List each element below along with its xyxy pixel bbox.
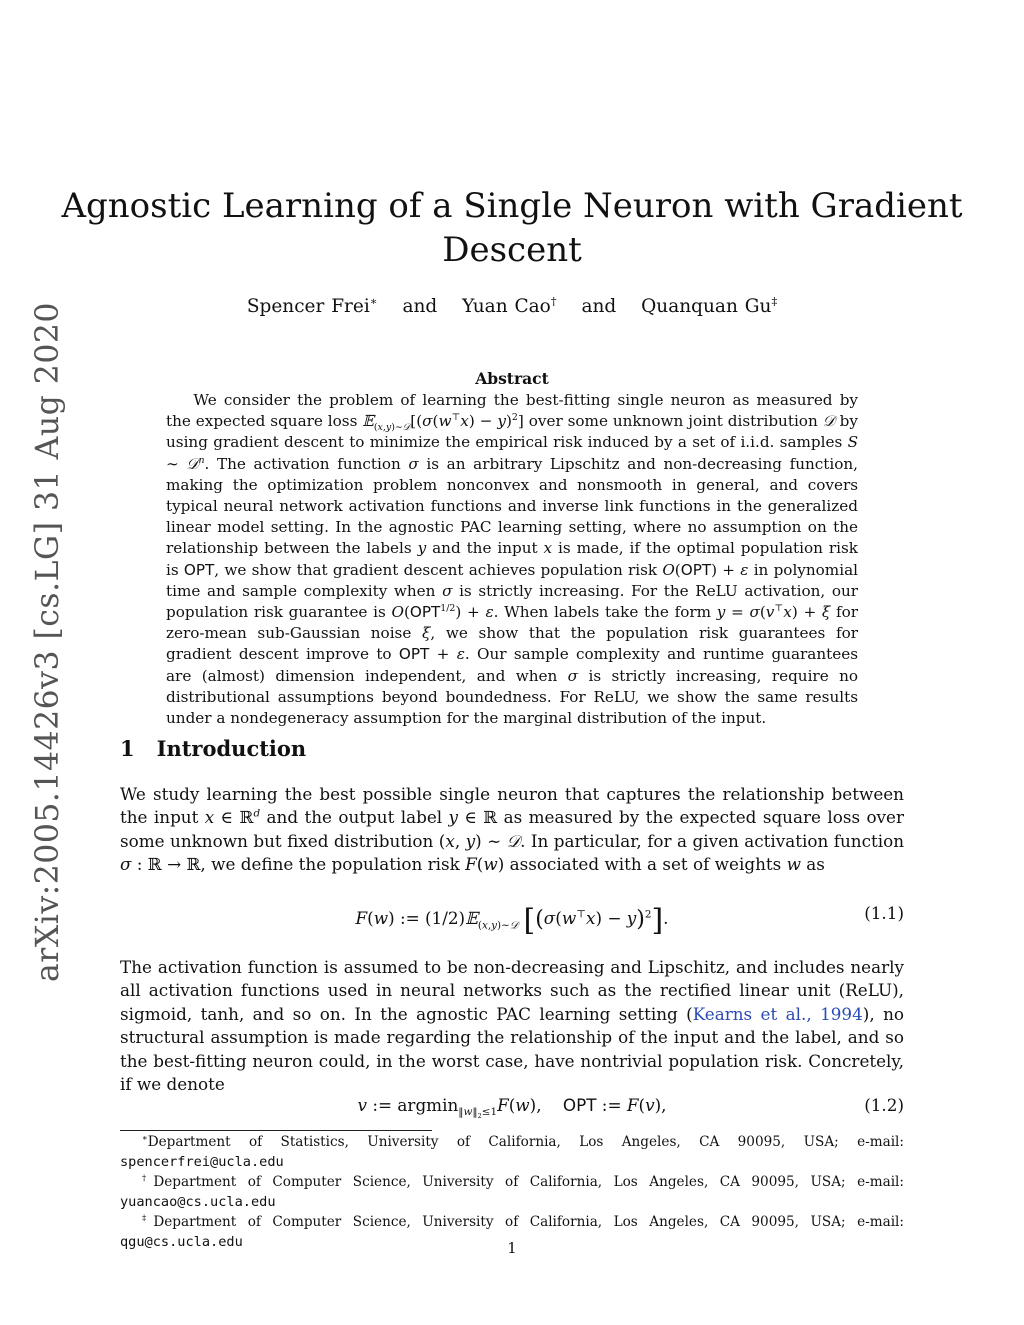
equation-body: F(w) := (1/2)𝔼$_{(x,y)\sim 𝒟}$ $[(\sigma(w^⊤x) - y)^2]$. <box>355 903 669 938</box>
arxiv-identifier: arXiv:2005.14426v3 [cs.LG] 31 Aug 2020 <box>30 302 66 982</box>
author-mark: ‡ <box>771 293 778 308</box>
author-mark: ∗ <box>369 293 378 308</box>
author-list <box>0 293 1024 317</box>
footnote-rule <box>120 1130 432 1131</box>
author-separator: and <box>581 296 617 317</box>
footnotes <box>120 1132 904 1252</box>
arxiv-side-stamp <box>18 302 78 982</box>
title-line-2: Descent <box>442 230 582 270</box>
footnote <box>120 1132 904 1172</box>
equation-number: (1.1) <box>864 903 904 923</box>
intro-paragraph-1: We study learning the best possible single neuron that captures the relationship between the input x ∈ ℝ$^d$ and the output label y ∈ ℝ as measured by the expected square loss over some unknown but fixed distribution (x, y) ∼ 𝒟. In particular, for a given activation function σ : ℝ → ℝ, we define the population risk F(w) associated with a set of weights w as <box>120 784 905 875</box>
section-heading <box>120 736 306 761</box>
author-name: Quanquan Gu <box>641 296 772 317</box>
page-number: 1 <box>507 1239 517 1257</box>
title-line-1: Agnostic Learning of a Single Neuron with Gradient <box>61 186 963 226</box>
author-name: Spencer Frei <box>246 296 370 317</box>
footnote-mark: ‡ <box>142 1212 154 1223</box>
footnote-email[interactable]: spencerfrei@ucla.edu <box>120 1154 284 1170</box>
author-name: Yuan Cao <box>462 296 551 317</box>
abstract-heading: Abstract <box>475 369 549 388</box>
footnote-email[interactable]: yuancao@cs.ucla.edu <box>120 1194 276 1210</box>
section-title: Introduction <box>156 736 307 761</box>
citation-link[interactable]: Kearns et al., 1994 <box>692 1003 863 1024</box>
author-separator: and <box>402 296 438 317</box>
author-mark: † <box>550 293 557 308</box>
footnote <box>120 1172 904 1212</box>
abstract-text: We consider the problem of learning the best-fitting single neuron as measured by the expected square loss 𝔼$_{(x,y)\sim 𝒟}$[(σ(w⊤x) − y)$^2$] over some unknown joint distribution 𝒟 by using gradient descent to minimize the empirical risk induced by a set of i.i.d. samples S ∼ 𝒟$^n$. The activation function σ is an arbitrary Lipschitz and non-decreasing function, making the optimization problem nonconvex and nonsmooth in general, and covers typical neural network activation functions and inverse link functions in the generalized linear model setting. In the agnostic PAC learning setting, where no assumption on the relationship between the labels y and the input x is made, if the optimal population risk is OPT, we show that gradient descent achieves population risk O(OPT) + ε in polynomial time and sample complexity when σ is strictly increasing. For the ReLU activation, our population risk guarantee is $O(OPT^{1/2}) + \varepsilon$. When labels take the form y = σ(v⊤x) + ξ for zero-mean sub-Gaussian noise ξ, we show that the population risk guarantees for gradient descent improve to OPT + ε. Our sample complexity and runtime guarantees are (almost) dimension independent, and when σ is strictly increasing, require no distributional assumptions beyond boundedness. For ReLU, we show the same results under a nondegeneracy assumption for the marginal distribution of the input. <box>166 391 859 728</box>
footnote-text: Department of Computer Science, University of California, Los Angeles, CA 90095, USA; e-mail: <box>153 1174 904 1190</box>
footnote-mark: † <box>142 1172 154 1183</box>
section-number: 1 <box>120 736 135 761</box>
footnote-text: Department of Computer Science, University of California, Los Angeles, CA 90095, USA; e-mail: <box>153 1214 904 1230</box>
paper-title <box>0 184 1024 272</box>
intro-paragraph-2: The activation function is assumed to be non-decreasing and Lipschitz, and includes nearly all activation functions used in neural networks such as the rectified linear unit (ReLU), sigmoid, tanh, and so on. In the agnostic PAC learning setting (Kearns et al., 1994), no structural assumption is made regarding the relationship of the input and the label, and so the best-fitting neuron could, in the worst case, have nontrivial population risk. Concretely, if we denote <box>120 957 904 1095</box>
footnote-text: Department of Statistics, University of California, Los Angeles, CA 90095, USA; e-mail: <box>147 1134 904 1150</box>
equation-body: v := argmin$_{‖w‖_2\le 1}$F(w), OPT := F(v), <box>357 1095 667 1121</box>
footnote-email[interactable]: qgu@cs.ucla.edu <box>120 1234 243 1250</box>
footnote-mark: ∗ <box>142 1132 148 1143</box>
equation-number: (1.2) <box>864 1095 904 1115</box>
